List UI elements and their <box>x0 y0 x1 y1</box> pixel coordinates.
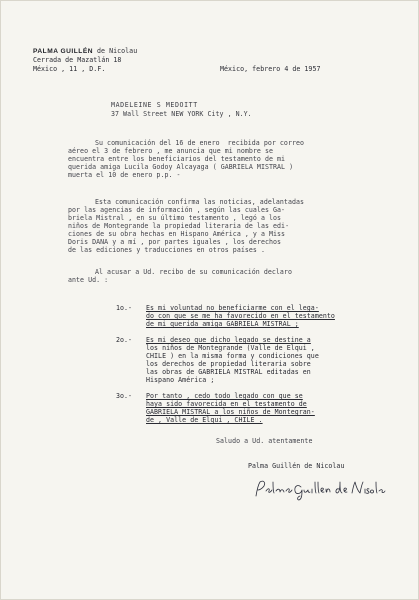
date-line: México, febrero 4 de 1957 <box>220 65 321 73</box>
paragraph-2-line: niños de Montegrande la propiedad literaria de las edi- <box>68 222 290 230</box>
item-line: las obras de GABRIELA MISTRAL editadas en <box>146 368 311 376</box>
item-line: los derechos de propiedad literaria sobre <box>146 360 311 368</box>
paragraph-1-line: aéreo el 3 de febrero , me anuncia que mi nombre se <box>68 147 274 155</box>
paragraph-2-line: Doris DANA y a mí , por partes iguales , los derechos <box>68 238 282 246</box>
item-line: CHILE ) en la misma forma y condiciones que <box>146 352 319 360</box>
item-line: de , Valle de Elqui , CHILE . <box>146 416 263 424</box>
item-line: Es mi deseo que dicho legado se destine a <box>146 336 311 344</box>
paragraph-1-line: querida amiga Lucila Godoy Alcayaga ( GABRIELA MISTRAL ) <box>68 163 294 171</box>
letterhead-address-1: Cerrada de Mazatlán 18 <box>33 56 122 64</box>
item-line: Por tanto , cedo todo legado con que se <box>146 392 303 400</box>
paragraph-1-line: Su comunicación del 16 de enero recibida por correo <box>95 139 305 147</box>
item-line: Hispano América ; <box>146 376 215 384</box>
letterhead-name: PALMA GUILLÉN <box>33 48 93 55</box>
item-line: de mi querida amiga GABRIELA MISTRAL ; <box>146 320 299 328</box>
closing-line: Saludo a Ud. atentamente <box>216 437 313 445</box>
letterhead-line <box>33 48 137 55</box>
paragraph-2-line: Esta comunicación confirma las noticias, adelantadas <box>95 198 305 206</box>
paragraph-2-line: de las ediciones y traducciones en otros países . <box>68 246 265 254</box>
recipient-address: 37 Wall Street NEW YORK City , N.Y. <box>111 110 252 118</box>
letterhead-name-rest: de Nicolau <box>97 47 138 55</box>
item-number: 3o.- <box>116 392 133 400</box>
paragraph-2-line: briela Mistral , en su último testamento , legó a los <box>68 214 282 222</box>
paragraph-2-line: ciones de su obra hechas en Hispano América , y a Miss <box>68 230 286 238</box>
letterhead-address-2: México , 11 , D.F. <box>33 65 106 73</box>
item-number: 1o.- <box>116 304 133 312</box>
item-line: los niños de Montegrande (Valle de Elqui , <box>146 344 315 352</box>
item-line: do con que se me ha favorecido en el testamento <box>146 312 335 320</box>
recipient-name: MADELEINE S MEDOITT <box>111 101 198 109</box>
paragraph-3-line: Al acusar a Ud. recibo de su comunicación declaro <box>95 268 292 276</box>
paragraph-3-line: ante Ud. : <box>68 276 109 284</box>
item-line: GABRIELA MISTRAL a los niños de Montegran- <box>146 408 315 416</box>
item-line: haya sido favorecida en el testamento de <box>146 400 307 408</box>
paragraph-1-line: encuentra entre los beneficiarios del testamento de mi <box>68 155 286 163</box>
signature-name: Palma Guillén de Nicolau <box>248 462 345 470</box>
paragraph-1-line: muerta el 10 de enero p.p. - <box>68 171 181 179</box>
item-number: 2o.- <box>116 336 133 344</box>
item-line: Es mi voluntad no beneficiarme con el lega- <box>146 304 319 312</box>
signature-handwriting-icon <box>253 478 388 502</box>
paragraph-2-line: por las agencias de información , según las cuales Ga- <box>68 206 286 214</box>
